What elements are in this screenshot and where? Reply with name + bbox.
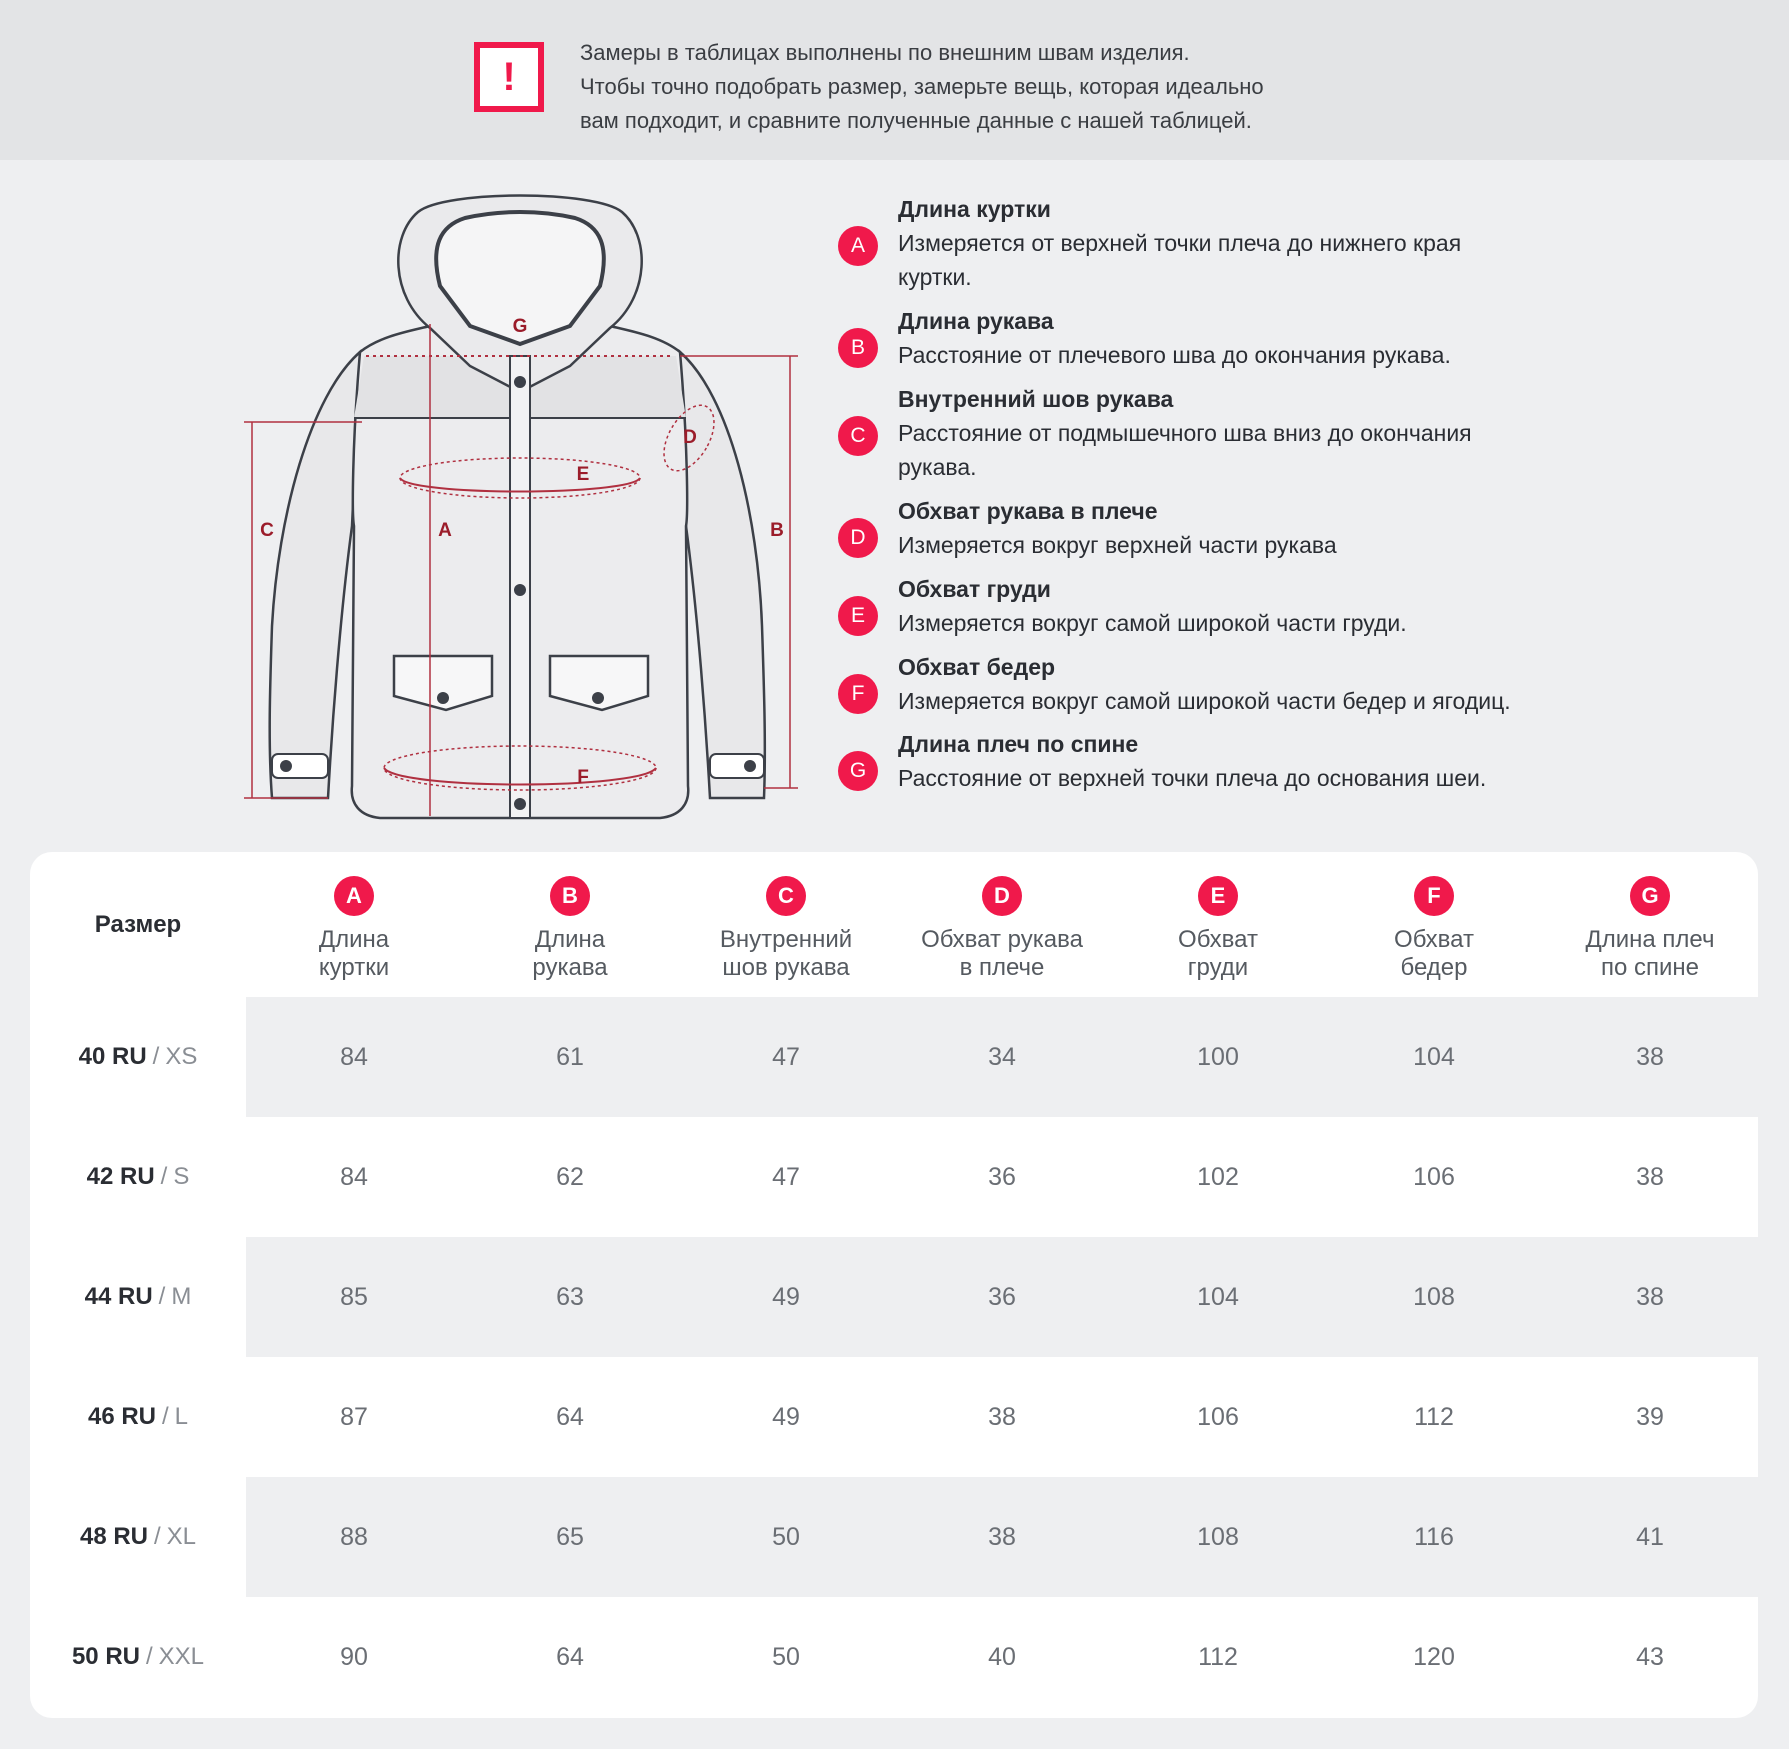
value-cell: 104 <box>1413 1042 1455 1071</box>
value-cell: 108 <box>1197 1522 1239 1551</box>
value-cell: 90 <box>340 1642 368 1671</box>
value-cell: 106 <box>1413 1162 1455 1191</box>
badge-f: F <box>838 674 878 714</box>
size-ru: 44 RU <box>84 1283 153 1310</box>
value-cell: 34 <box>988 1042 1016 1071</box>
legend-desc: Измеряется вокруг самой широкой части груди. <box>898 610 1407 636</box>
table-row <box>30 1237 1758 1357</box>
legend-title: Длина куртки <box>898 196 1051 222</box>
column-label-line: куртки <box>318 954 390 981</box>
value-cell: 61 <box>556 1042 584 1071</box>
size-sep: / <box>152 1043 160 1070</box>
column-label <box>1326 926 1542 982</box>
size-cell <box>30 1237 246 1357</box>
value-cell: 36 <box>988 1282 1016 1311</box>
column-label-line: Обхват <box>1394 926 1474 953</box>
column-label-line: Внутренний <box>719 926 853 953</box>
table-row <box>30 997 1758 1117</box>
size-sep: / <box>154 1523 161 1550</box>
size-ru: 48 RU <box>79 1523 148 1550</box>
column-label <box>1542 926 1758 982</box>
value-cell: 64 <box>556 1402 584 1431</box>
size-column-header: Размер <box>94 910 182 938</box>
value-cell: 100 <box>1197 1042 1239 1071</box>
size-intl: XS <box>165 1043 198 1070</box>
value-cell: 85 <box>340 1282 368 1311</box>
value-cell: 47 <box>772 1162 800 1191</box>
size-intl: M <box>171 1283 192 1310</box>
legend-item-g <box>838 727 1486 795</box>
notice-text <box>580 36 1400 138</box>
value-cell: 88 <box>340 1522 368 1551</box>
value-cell: 63 <box>556 1282 584 1311</box>
column-label-line: шов рукава <box>722 954 850 981</box>
badge-d: D <box>838 518 878 558</box>
size-ru: 46 RU <box>87 1403 156 1430</box>
value-cell: 39 <box>1636 1402 1664 1431</box>
value-cell: 62 <box>556 1162 584 1191</box>
column-badge: F <box>1414 876 1454 916</box>
legend-item-c <box>838 382 1472 484</box>
legend-desc: Измеряется от верхней точки плеча до нижнего края <box>898 230 1462 256</box>
notice-banner <box>0 0 1789 160</box>
size-cell <box>30 1117 246 1237</box>
diagram-label-e: E <box>576 464 590 485</box>
value-cell: 38 <box>1636 1282 1664 1311</box>
column-label-line: груди <box>1187 954 1249 981</box>
size-sep: / <box>145 1643 153 1670</box>
value-cell: 87 <box>340 1402 368 1431</box>
legend-desc: Измеряется вокруг верхней части рукава <box>898 532 1337 558</box>
value-cell: 47 <box>772 1042 800 1071</box>
value-cell: 112 <box>1414 1402 1454 1431</box>
value-cell: 49 <box>772 1402 800 1431</box>
size-cell <box>30 997 246 1117</box>
size-sep: / <box>158 1283 166 1310</box>
diagram-label-d: D <box>683 427 697 448</box>
column-badge: B <box>550 876 590 916</box>
size-cell <box>30 1357 246 1477</box>
size-table <box>30 852 1758 1718</box>
value-cell: 43 <box>1636 1642 1664 1671</box>
value-cell: 50 <box>772 1642 800 1671</box>
legend-title: Обхват бедер <box>898 654 1056 680</box>
value-cell: 49 <box>772 1282 800 1311</box>
value-cell: 50 <box>772 1522 800 1551</box>
column-label <box>246 926 462 982</box>
size-intl: L <box>174 1403 189 1430</box>
size-ru: 40 RU <box>78 1043 147 1070</box>
value-cell: 38 <box>988 1402 1016 1431</box>
column-label-line: рукава <box>532 954 608 981</box>
column-header-e <box>1110 876 1326 982</box>
size-cell <box>30 1597 246 1717</box>
column-header-b <box>462 876 678 982</box>
badge-a: A <box>838 226 878 266</box>
badge-b: B <box>838 328 878 368</box>
badge-e: E <box>838 596 878 636</box>
diagram-label-f: F <box>577 767 589 788</box>
column-header-d <box>894 876 1110 982</box>
size-intl: S <box>173 1163 190 1190</box>
notice-line: Замеры в таблицах выполнены по внешним швам изделия. <box>580 40 1190 65</box>
column-badge: G <box>1630 876 1670 916</box>
size-cell <box>30 1477 246 1597</box>
value-cell: 36 <box>988 1162 1016 1191</box>
legend-desc: рукава. <box>898 454 977 480</box>
value-cell: 65 <box>556 1522 584 1551</box>
column-badge: C <box>766 876 806 916</box>
value-cell: 112 <box>1198 1642 1238 1671</box>
size-ru: 42 RU <box>86 1163 155 1190</box>
value-cell: 108 <box>1413 1282 1455 1311</box>
column-badge: E <box>1198 876 1238 916</box>
legend-title: Длина плеч по спине <box>898 731 1139 757</box>
exclamation-icon: ! <box>474 42 544 112</box>
value-cell: 38 <box>988 1522 1016 1551</box>
column-label <box>1110 926 1326 982</box>
column-label-line: по спине <box>1600 954 1699 981</box>
value-cell: 102 <box>1197 1162 1239 1191</box>
notice-line: Чтобы точно подобрать размер, замерьте вещь, которая идеально <box>580 74 1264 99</box>
legend-title: Длина рукава <box>898 308 1054 334</box>
value-cell: 106 <box>1197 1402 1239 1431</box>
legend-desc: Расстояние от верхней точки плеча до основания шеи. <box>898 765 1487 791</box>
size-intl: XL <box>166 1523 197 1550</box>
diagram-label-c: C <box>260 520 274 541</box>
notice-line: вам подходит, и сравните полученные данные с нашей таблицей. <box>580 108 1252 133</box>
column-header-a <box>246 876 462 982</box>
value-cell: 116 <box>1414 1522 1454 1551</box>
legend-desc: Расстояние от подмышечного шва вниз до окончания <box>898 420 1472 446</box>
table-row <box>30 1477 1758 1597</box>
value-cell: 84 <box>340 1162 368 1191</box>
legend-desc: Расстояние от плечевого шва до окончания рукава. <box>898 342 1451 368</box>
table-row <box>30 1597 1758 1717</box>
column-badge: A <box>334 876 374 916</box>
value-cell: 120 <box>1413 1642 1455 1671</box>
value-cell: 41 <box>1636 1522 1664 1551</box>
column-label-line: Длина плеч <box>1585 926 1715 953</box>
value-cell: 104 <box>1197 1282 1239 1311</box>
size-sep: / <box>162 1403 169 1430</box>
jacket-diagram <box>240 186 820 826</box>
table-row <box>30 1117 1758 1237</box>
legend-item-f <box>838 650 1511 718</box>
value-cell: 40 <box>988 1642 1016 1671</box>
column-label <box>894 926 1110 982</box>
legend-title: Обхват рукава в плече <box>898 498 1158 524</box>
table-header <box>30 852 1758 997</box>
column-header-g <box>1542 876 1758 982</box>
size-intl: XXL <box>158 1643 205 1670</box>
badge-g: G <box>838 751 878 791</box>
legend-title: Внутренний шов рукава <box>898 386 1174 412</box>
column-label-line: бедер <box>1400 954 1468 981</box>
table-row <box>30 1357 1758 1477</box>
column-label-line: Длина <box>318 926 390 953</box>
column-badge: D <box>982 876 1022 916</box>
column-label-line: в плече <box>959 954 1045 981</box>
value-cell: 38 <box>1636 1162 1664 1191</box>
column-header-c <box>678 876 894 982</box>
column-label-line: Обхват рукава <box>921 926 1083 953</box>
column-header-f <box>1326 876 1542 982</box>
size-sep: / <box>160 1163 168 1190</box>
legend-desc: куртки. <box>898 264 972 290</box>
column-label-line: Длина <box>534 926 606 953</box>
value-cell: 64 <box>556 1642 584 1671</box>
diagram-label-b: B <box>770 520 784 541</box>
diagram-label-g: G <box>512 316 528 337</box>
column-label-line: Обхват <box>1178 926 1258 953</box>
legend-item-d <box>838 494 1337 562</box>
legend-item-e <box>838 572 1407 640</box>
column-label <box>678 926 894 982</box>
column-label <box>462 926 678 982</box>
value-cell: 38 <box>1636 1042 1664 1071</box>
badge-c: C <box>838 416 878 456</box>
legend-item-a <box>838 192 1461 294</box>
value-cell: 84 <box>340 1042 368 1071</box>
diagram-label-a: A <box>438 520 452 541</box>
legend-item-b <box>838 304 1451 372</box>
size-ru: 50 RU <box>71 1643 140 1670</box>
legend-desc: Измеряется вокруг самой широкой части бедер и ягодиц. <box>898 688 1511 714</box>
legend-title: Обхват груди <box>898 576 1051 602</box>
